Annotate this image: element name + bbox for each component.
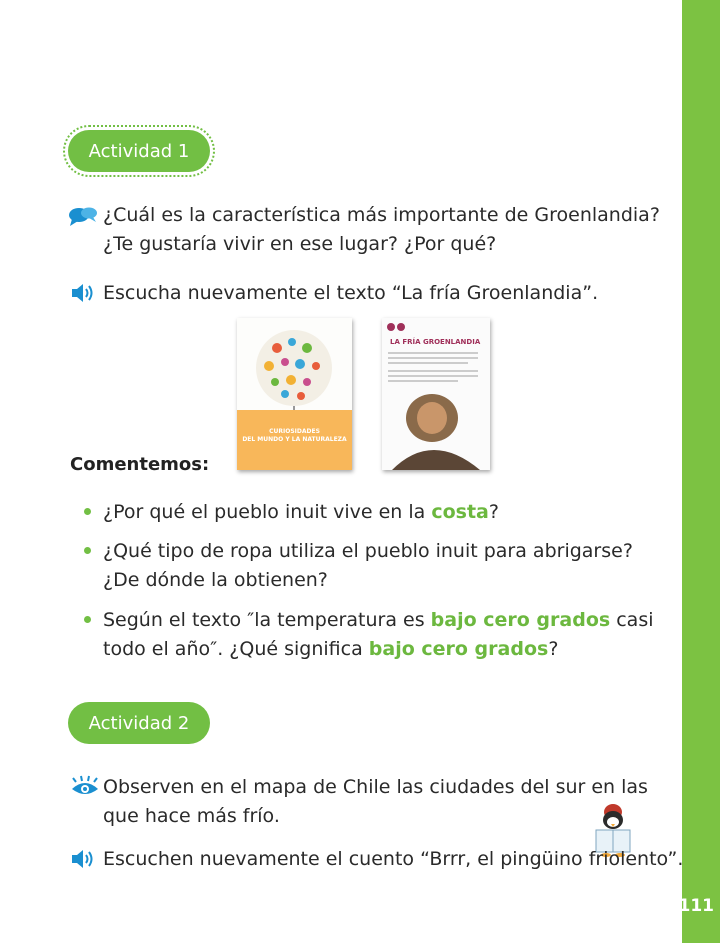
q3-end: ? bbox=[548, 638, 559, 660]
q1-end: ? bbox=[488, 501, 499, 523]
q3-text: Según el texto ″la temperatura es bbox=[103, 609, 431, 631]
page-number: 111 bbox=[678, 896, 714, 916]
comentemos-question-2-line-2: ¿De dónde la obtienen? bbox=[103, 569, 328, 591]
book-cover-la-fria-groenlandia bbox=[382, 318, 490, 470]
question-line-2: ¿Te gustaría vivir en ese lugar? ¿Por qué? bbox=[103, 233, 497, 255]
q3-line2-text: todo el año″. ¿Qué significa bbox=[103, 638, 369, 660]
q1-text: ¿Por qué el pueblo inuit vive en la bbox=[103, 501, 432, 523]
question-line-1: ¿Cuál es la característica más importante de Groenlandia? bbox=[103, 204, 660, 226]
bullet-dot bbox=[84, 508, 91, 515]
book1-title-line1: CURIOSIDADES bbox=[269, 428, 320, 435]
observe-line-2: que hace más frío. bbox=[103, 805, 280, 827]
book2-title: LA FRÍA GROENLANDIA bbox=[390, 338, 481, 346]
q3-mid: casi bbox=[610, 609, 654, 631]
eye-icon bbox=[70, 775, 100, 797]
q1-highlight: costa bbox=[431, 501, 489, 523]
actividad-1-badge bbox=[68, 130, 210, 172]
observe-line-1: Observen en el mapa de Chile las ciudades del sur en las bbox=[103, 776, 648, 798]
speaker-icon bbox=[70, 848, 96, 870]
globe-illustration bbox=[237, 318, 352, 470]
speaker-icon bbox=[70, 282, 96, 304]
q3-highlight-1: bajo cero grados bbox=[430, 609, 611, 631]
bullet-dot bbox=[84, 616, 91, 623]
actividad-1-label: Actividad 1 bbox=[88, 140, 190, 162]
comentemos-question-3-line-1 bbox=[103, 605, 654, 635]
comentemos-heading: Comentemos: bbox=[70, 454, 210, 475]
comentemos-question-2-line-1: ¿Qué tipo de ropa utiliza el pueblo inuit para abrigarse? bbox=[103, 540, 633, 562]
bullet-dot bbox=[84, 547, 91, 554]
book1-title-line2: DEL MUNDO Y LA NATURALEZA bbox=[242, 436, 347, 443]
actividad-2-badge bbox=[68, 702, 210, 744]
speech-bubbles-icon bbox=[68, 206, 98, 228]
book-cover-curiosidades bbox=[237, 318, 352, 470]
comentemos-question-3-line-2 bbox=[103, 634, 558, 664]
page-side-band bbox=[682, 0, 720, 943]
q3-highlight-2: bajo cero grados bbox=[368, 638, 549, 660]
listen-text-2: Escuchen nuevamente el cuento “Brrr, el pingüino friolento”. bbox=[103, 848, 684, 870]
comentemos-question-1 bbox=[103, 497, 499, 527]
actividad-2-label: Actividad 2 bbox=[88, 712, 190, 734]
listen-text-1: Escucha nuevamente el texto “La fría Groenlandia”. bbox=[103, 282, 599, 304]
